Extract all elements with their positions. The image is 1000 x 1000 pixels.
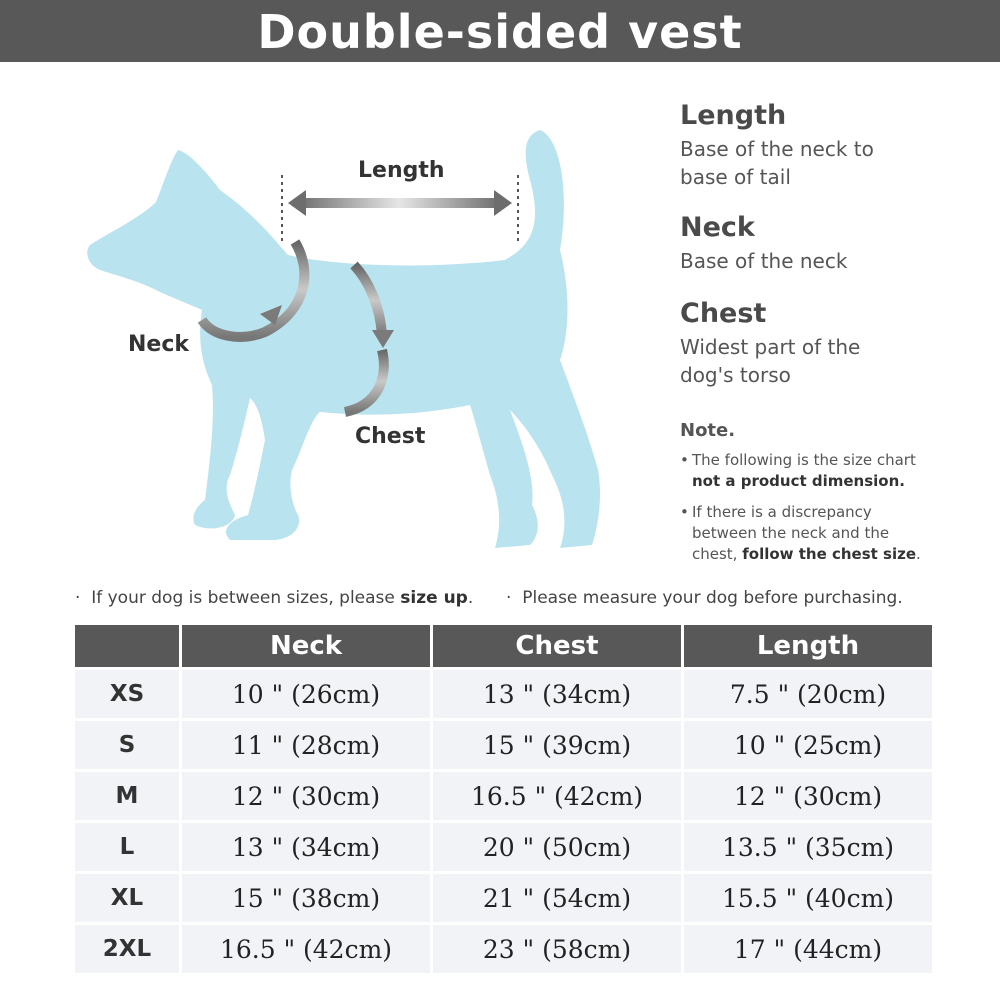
tip-measure: · Please measure your dog before purchasing. <box>506 588 903 608</box>
definition-term: Neck <box>680 212 755 243</box>
size-cell: L <box>75 823 179 871</box>
length-cell: 17 " (44cm) <box>684 925 932 973</box>
definition-desc: Base of the neck to base of tail <box>680 137 874 189</box>
length-label: Length <box>358 158 445 183</box>
measuring-tips <box>70 588 970 614</box>
header-length: Length <box>684 625 932 667</box>
length-cell: 7.5 " (20cm) <box>684 670 932 718</box>
size-cell: XS <box>75 670 179 718</box>
size-chart-table <box>72 622 935 976</box>
bullet-icon: • <box>680 451 689 469</box>
length-cell: 10 " (25cm) <box>684 721 932 769</box>
size-cell: XL <box>75 874 179 922</box>
definition-term: Length <box>680 100 787 131</box>
table-row <box>75 670 932 718</box>
table-row <box>75 823 932 871</box>
chest-label: Chest <box>355 424 426 449</box>
definition-length <box>680 100 980 191</box>
header-chest: Chest <box>433 625 681 667</box>
neck-cell: 16.5 " (42cm) <box>182 925 430 973</box>
note-item: • The following is the size chart not a product dimension. <box>680 451 916 490</box>
neck-cell: 15 " (38cm) <box>182 874 430 922</box>
neck-label: Neck <box>128 332 190 357</box>
chest-cell: 13 " (34cm) <box>433 670 681 718</box>
note-title: Note. <box>680 420 736 441</box>
definition-desc: Base of the neck <box>680 249 848 273</box>
page-title: Double-sided vest <box>257 5 743 59</box>
table-row <box>75 721 932 769</box>
dog-measurement-diagram <box>70 120 630 560</box>
size-cell: S <box>75 721 179 769</box>
chest-cell: 16.5 " (42cm) <box>433 772 681 820</box>
definition-neck <box>680 212 980 275</box>
table-row <box>75 925 932 973</box>
chest-cell: 23 " (58cm) <box>433 925 681 973</box>
length-arrow <box>288 190 512 216</box>
tip-size-up: · If your dog is between sizes, please size up. <box>75 588 474 608</box>
neck-cell: 10 " (26cm) <box>182 670 430 718</box>
note-item: • If there is a discrepancy between the neck and the chest, follow the chest size. <box>680 503 921 563</box>
neck-cell: 11 " (28cm) <box>182 721 430 769</box>
definition-desc: Widest part of the dog's torso <box>680 335 861 387</box>
header-neck: Neck <box>182 625 430 667</box>
size-cell: M <box>75 772 179 820</box>
chest-cell: 15 " (39cm) <box>433 721 681 769</box>
chest-cell: 21 " (54cm) <box>433 874 681 922</box>
neck-cell: 13 " (34cm) <box>182 823 430 871</box>
definition-chest <box>680 298 980 389</box>
header-size <box>75 625 179 667</box>
bullet-icon: • <box>680 503 689 521</box>
length-cell: 12 " (30cm) <box>684 772 932 820</box>
table-row <box>75 874 932 922</box>
table-row <box>75 772 932 820</box>
length-cell: 15.5 " (40cm) <box>684 874 932 922</box>
definition-term: Chest <box>680 298 767 329</box>
length-cell: 13.5 " (35cm) <box>684 823 932 871</box>
chest-cell: 20 " (50cm) <box>433 823 681 871</box>
title-banner <box>0 0 1000 62</box>
neck-cell: 12 " (30cm) <box>182 772 430 820</box>
size-cell: 2XL <box>75 925 179 973</box>
table-header-row <box>75 625 932 667</box>
